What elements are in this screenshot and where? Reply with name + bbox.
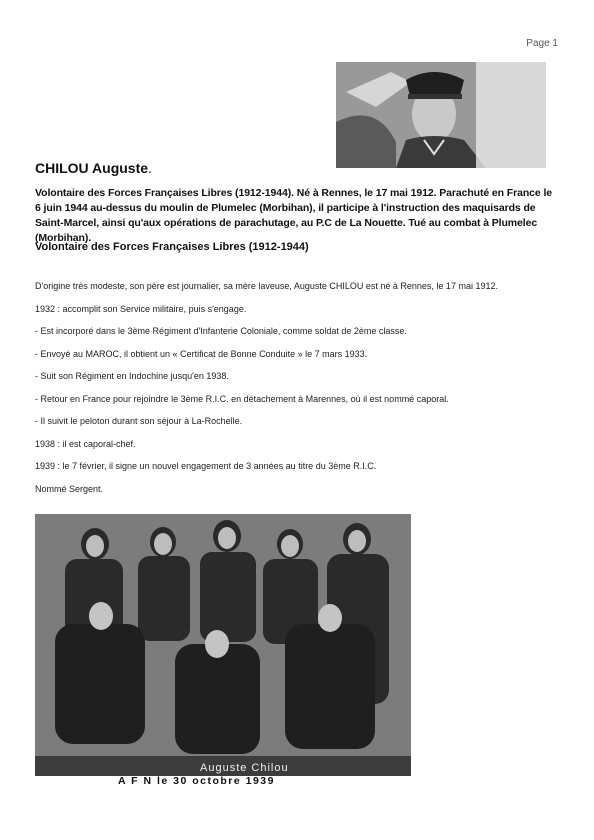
person-name: CHILOU Auguste bbox=[35, 160, 149, 176]
bio-line: - Il suivit le peloton durant son séjour à La-Rochelle. bbox=[35, 416, 243, 426]
bio-line: 1932 : accomplit son Service militaire, puis s'engage. bbox=[35, 303, 247, 314]
intro-paragraph: Volontaire des Forces Françaises Libres (1912-1944). Né à Rennes, le 17 mai 1912. Parachuté en France le 6 juin 1944 au-dessus du moulin de Plumelec (Morbihan), il participe à l'instruction des maquisards de Saint-Marcel, ainsi qu'aux opérations de parachutage, au P.C de La Nouette. Tué au combat à Plumelec (Morbihan). bbox=[35, 187, 552, 244]
page-number: Page 1 bbox=[526, 38, 558, 49]
bio-line: Nommé Sergent. bbox=[35, 483, 104, 494]
bio-line: D'origine très modeste, son père est journalier, sa mère laveuse, Auguste CHILOU est né à Rennes, le 17 mai 1912. bbox=[35, 281, 498, 291]
title-punctuation: . bbox=[148, 160, 152, 176]
photo-inscription: Auguste Chilou bbox=[200, 762, 289, 774]
portrait-photo bbox=[336, 62, 546, 168]
group-photo bbox=[35, 514, 411, 776]
bio-line: 1939 : le 7 février, il signe un nouvel engagement de 3 années au titre du 3ème R.I.C. bbox=[35, 461, 377, 471]
bio-line: - Retour en France pour rejoindre le 3ème R.I.C. en détachement à Marennes, où il est nommé caporal. bbox=[35, 393, 449, 404]
section-subtitle: Volontaire des Forces Françaises Libres (1912-1944) bbox=[35, 241, 309, 253]
page-title bbox=[35, 160, 152, 176]
biography-section bbox=[35, 280, 560, 505]
bio-line: 1938 : il est caporal-chef. bbox=[35, 438, 136, 449]
photo-caption: A F N le 30 octobre 1939 bbox=[118, 775, 275, 787]
bio-line: - Est incorporé dans le 3ème Régiment d'Infanterie Coloniale, comme soldat de 2ème classe. bbox=[35, 326, 407, 336]
bio-line: - Envoyé au MAROC, il obtient un « Certificat de Bonne Conduite » le 7 mars 1933. bbox=[35, 348, 368, 359]
bio-line: - Suit son Régiment en Indochine jusqu'en 1938. bbox=[35, 371, 229, 381]
